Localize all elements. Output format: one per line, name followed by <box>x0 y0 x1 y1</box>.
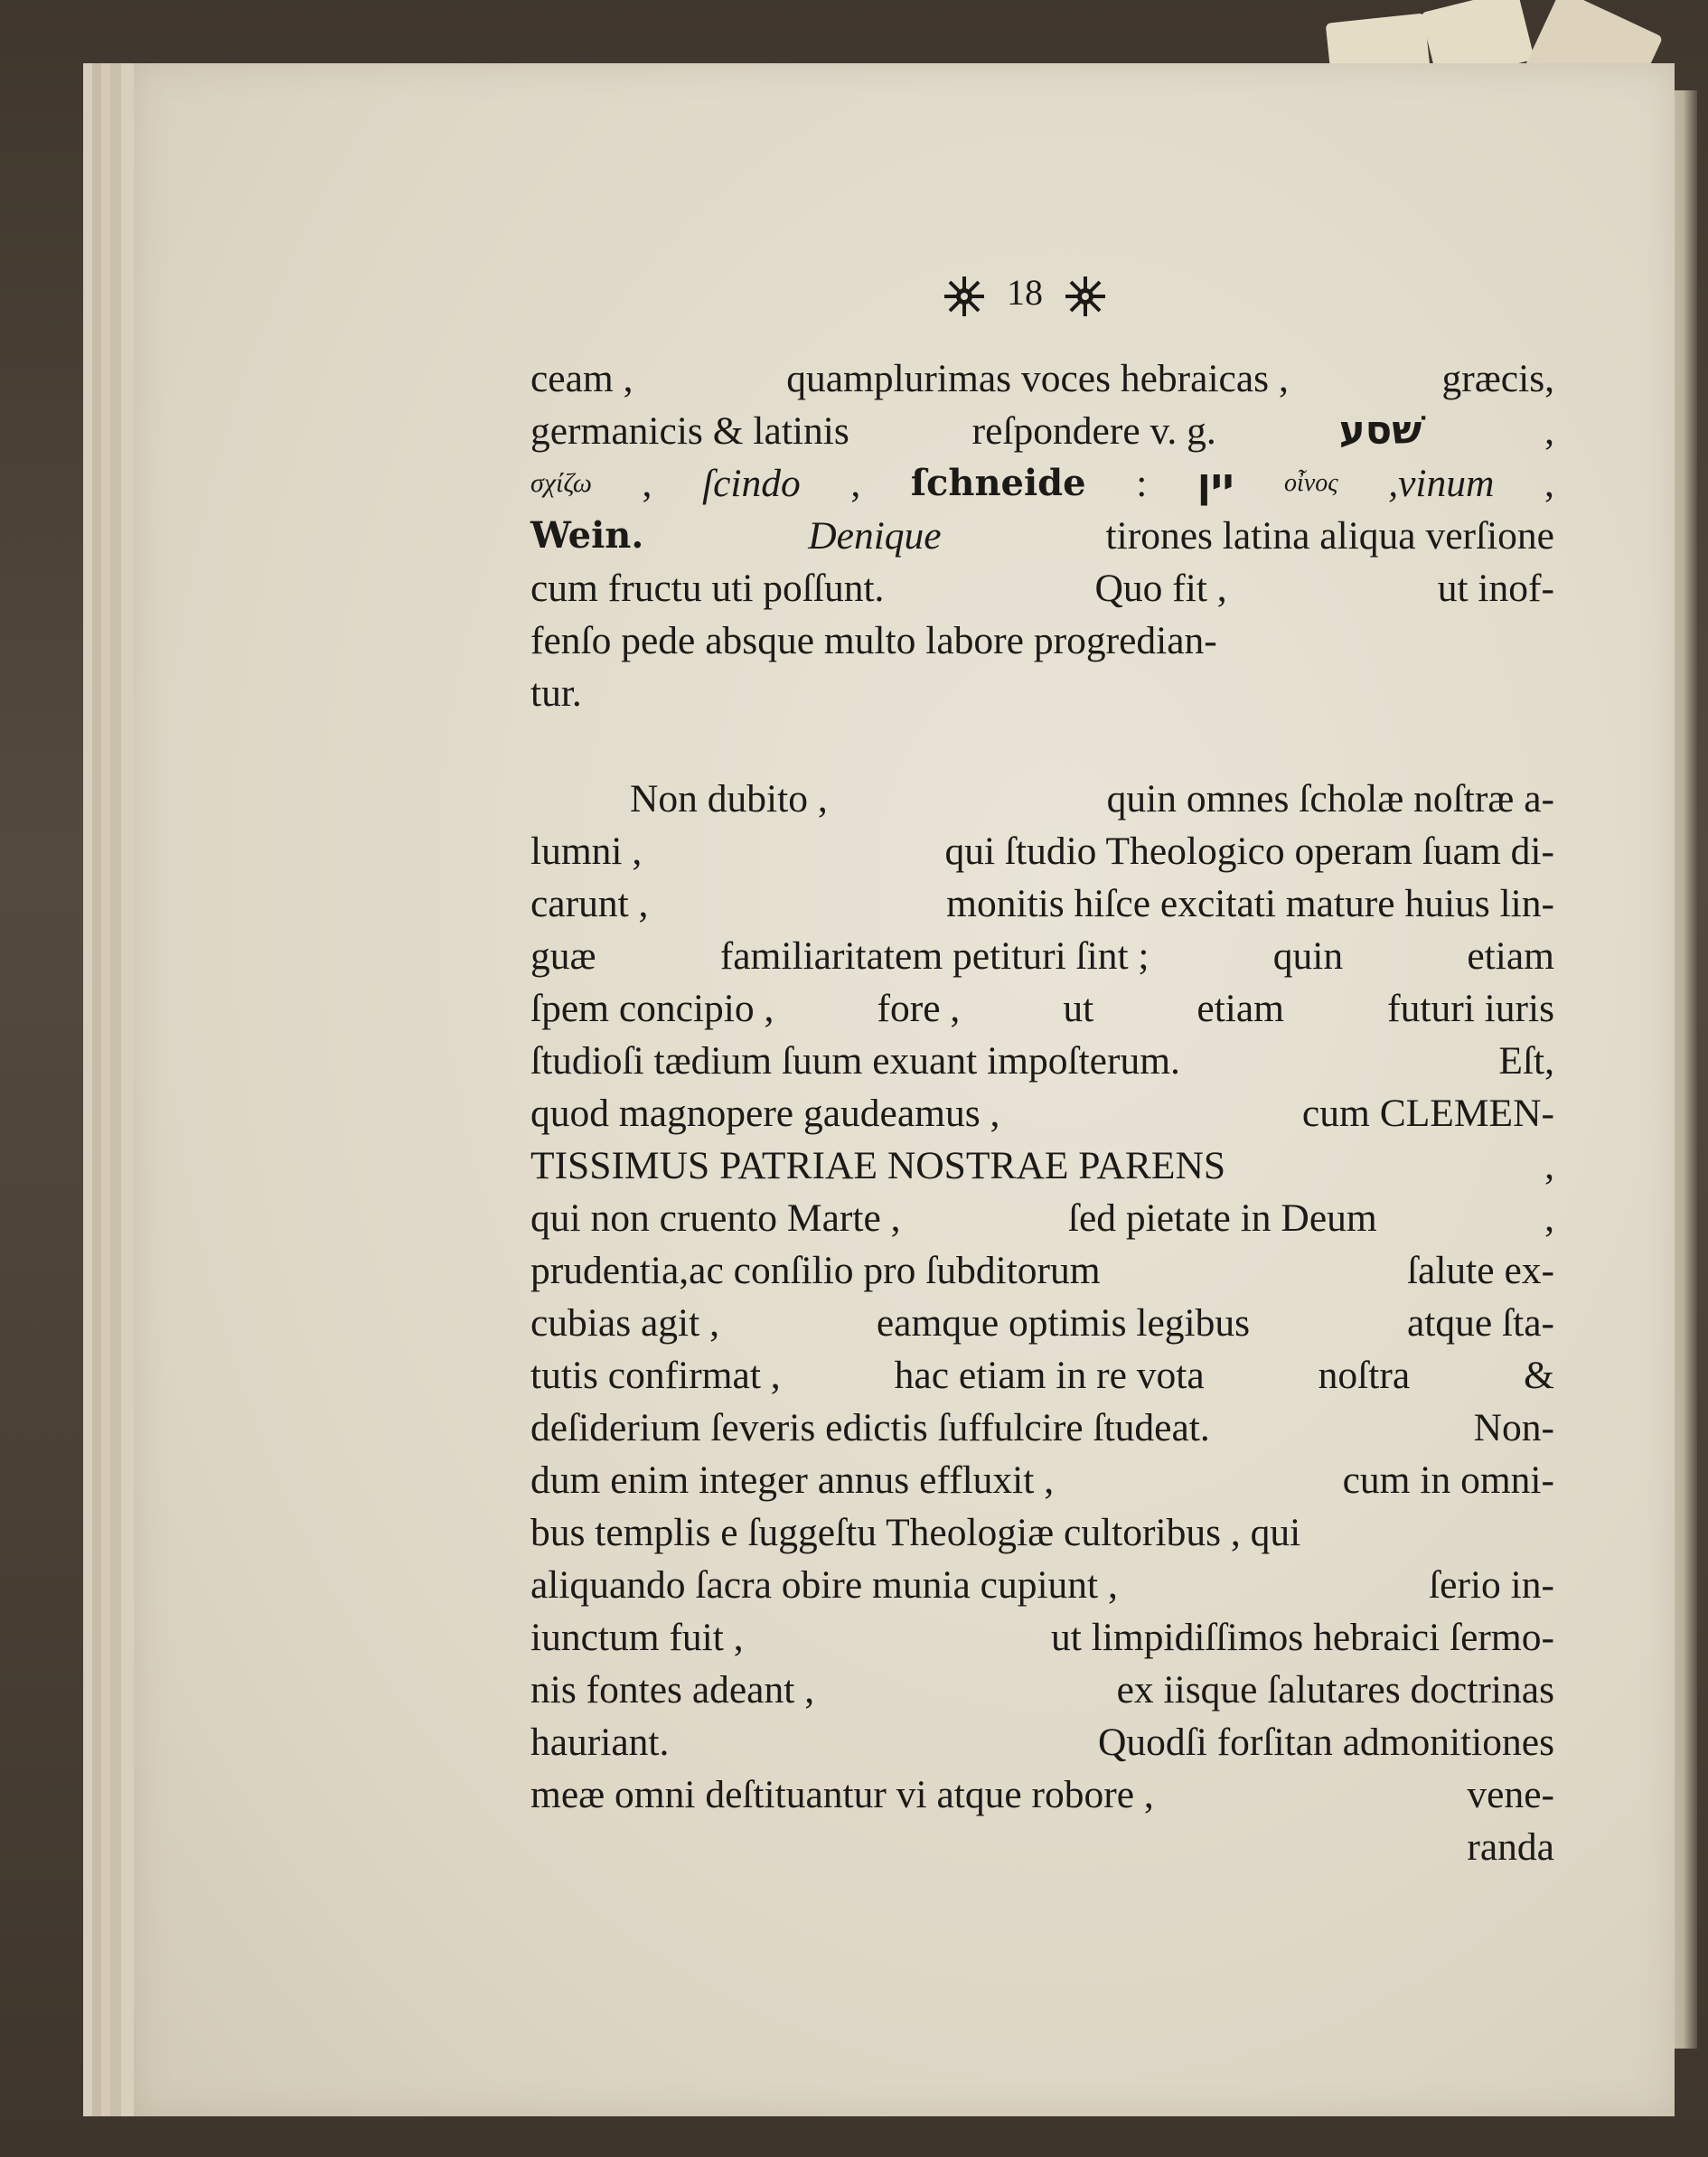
page-header <box>931 271 1119 319</box>
text-line: ſtudioſi tædium ſuum exuant impoſterum. Eſt, <box>530 1039 1554 1083</box>
text-line: lumni , qui ſtudio Theologico operam ſuam di- <box>530 830 1554 873</box>
text-line: meæ omni deſtituantur vi atque robore , vene- <box>530 1773 1554 1816</box>
text-line: ſpem concipio , fore , ut etiam futuri iuris <box>530 987 1554 1030</box>
text-line: Wein. Denique tirones latina aliqua verſione <box>530 514 1554 558</box>
page-edge <box>110 63 121 2116</box>
page-edge <box>92 63 101 2116</box>
text-line: deſiderium ſeveris edictis ſuffulcire ſtudeat. Non- <box>530 1406 1554 1449</box>
page-number: 18 <box>1007 272 1043 313</box>
text-line: aliquando ſacra obire munia cupiunt , ſerio in- <box>530 1563 1554 1607</box>
text-line: tutis confirmat , hac etiam in re vota noſtra & <box>530 1354 1554 1397</box>
rosette-ornament-icon <box>942 274 987 319</box>
rosette-ornament-icon <box>1063 274 1108 319</box>
text-line: cubias agit , eamque optimis legibus atque ſta- <box>530 1301 1554 1345</box>
text-line: iunctum fuit , ut limpidiſſimos hebraici ſermo- <box>530 1616 1554 1659</box>
text-line: quod magnopere gaudeamus , cum CLEMEN- <box>530 1092 1554 1135</box>
text-line: bus templis e ſuggeſtu Theologiæ cultoribus , qui <box>530 1511 1301 1554</box>
text-line: fenſo pede absque multo labore progredian- <box>530 619 1217 662</box>
text-line: TISSIMUS PATRIAE NOSTRAE PARENS , <box>530 1144 1554 1187</box>
text-line: germanicis & latinis reſpondere v. g. שׁסע , <box>530 408 1554 454</box>
text-line: cum fructu uti poſſunt. Quo fit , ut inof- <box>530 567 1554 610</box>
text-line: guæ familiaritatem petituri ſint ; quin etiam <box>530 934 1554 978</box>
text-line: ceam , quamplurimas voces hebraicas , græcis, <box>530 357 1554 400</box>
text-line: nis fontes adeant , ex iisque ſalutares doctrinas <box>530 1668 1554 1712</box>
text-line: Non dubito , quin omnes ſcholæ noſtræ a- <box>630 777 1554 821</box>
text-line: dum enim integer annus effluxit , cum in omni- <box>530 1458 1554 1502</box>
text-line: hauriant. Quodſi forſitan admonitiones <box>530 1721 1554 1764</box>
page-edge <box>101 63 110 2116</box>
catchword: randa <box>1467 1825 1554 1869</box>
text-line: tur. <box>530 671 582 715</box>
text-line: carunt , monitis hiſce excitati mature huius lin- <box>530 882 1554 925</box>
text-line: qui non cruento Marte , ſed pietate in Deum , <box>530 1196 1554 1240</box>
page-edge <box>83 63 92 2116</box>
page-edge <box>121 63 134 2116</box>
text-line: prudentia,ac conſilio pro ſubditorum ſalute ex- <box>530 1249 1554 1292</box>
text-line: σχίζω , ſcindo , ſchneide : יין οἶνος ,vinum , <box>530 461 1554 506</box>
